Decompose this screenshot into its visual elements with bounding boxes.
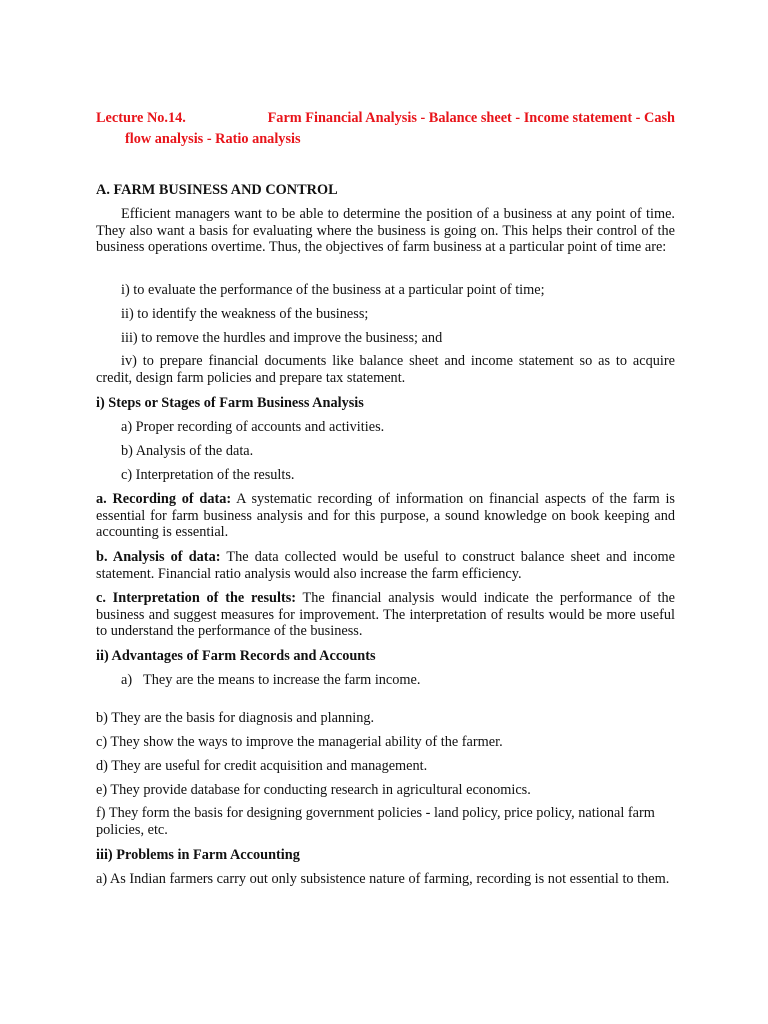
title-topic-line1: Farm Financial Analysis - Balance sheet - Income statement - Cash <box>267 110 675 126</box>
lecture-number: Lecture No.14. <box>96 110 186 126</box>
objective-item: i) to evaluate the performance of the business at a particular point of time; <box>121 282 545 298</box>
problem-item: a) As Indian farmers carry out only subsistence nature of farming, recording is not essential to them. <box>96 871 670 887</box>
title-line-1 <box>96 108 675 129</box>
interpretation-label: c. Interpretation of the results: <box>96 590 297 606</box>
advantage-item <box>96 672 700 689</box>
advantage-item: b) They are the basis for diagnosis and planning. <box>96 710 375 726</box>
step-item: a) Proper recording of accounts and activities. <box>121 419 385 435</box>
advantage-item: e) They provide database for conducting research in agricultural economics. <box>96 782 531 798</box>
analysis-label: b. Analysis of data: <box>96 549 221 565</box>
advantage-item: d) They are useful for credit acquisition and management. <box>96 758 428 774</box>
section-a-heading: A. FARM BUSINESS AND CONTROL <box>96 182 338 198</box>
objective-item: iv) to prepare financial documents like balance sheet and income statement so as to acquire credit, design farm policies and prepare tax statement. <box>96 353 675 386</box>
section-a-intro: Efficient managers want to be able to determine the position of a business at any point of time. They also want a basis for evaluating where the business is going on. This helps their control of the business operations overtime. Thus, the objectives of farm business at a particular point of time are: <box>96 206 675 256</box>
recording-text: A systematic recording of information on financial aspects of the farm is essential for farm business analysis and for this purpose, a sound knowledge on book keeping and accounting is essential. <box>96 491 675 541</box>
recording-paragraph <box>96 491 675 541</box>
advantage-item: c) They show the ways to improve the managerial ability of the farmer. <box>96 734 503 750</box>
problems-heading: iii) Problems in Farm Accounting <box>96 847 300 863</box>
recording-label: a. Recording of data: <box>96 491 232 507</box>
advantage-item-text: They are the means to increase the farm income. <box>143 672 421 688</box>
analysis-paragraph <box>96 549 675 582</box>
advantage-item-label: a) <box>121 672 133 688</box>
objective-item: ii) to identify the weakness of the business; <box>121 306 369 322</box>
lecture-title <box>96 108 675 150</box>
advantages-heading: ii) Advantages of Farm Records and Accounts <box>96 648 376 664</box>
objective-item: iii) to remove the hurdles and improve the business; and <box>121 330 443 346</box>
advantage-item: f) They form the basis for designing government policies - land policy, price policy, national farm policies, etc. <box>96 805 655 838</box>
interpretation-text: The financial analysis would indicate the performance of the business and suggest measures for improvement. The interpretation of results would be more useful to understand the performance of the business. <box>96 590 675 640</box>
interpretation-paragraph <box>96 590 675 640</box>
analysis-text: The data collected would be useful to construct balance sheet and income statement. Financial ratio analysis would also increase the farm efficiency. <box>96 549 675 582</box>
step-item: b) Analysis of the data. <box>121 443 254 459</box>
steps-heading: i) Steps or Stages of Farm Business Analysis <box>96 395 364 411</box>
step-item: c) Interpretation of the results. <box>121 467 295 483</box>
title-topic-line2: flow analysis - Ratio analysis <box>125 131 301 147</box>
